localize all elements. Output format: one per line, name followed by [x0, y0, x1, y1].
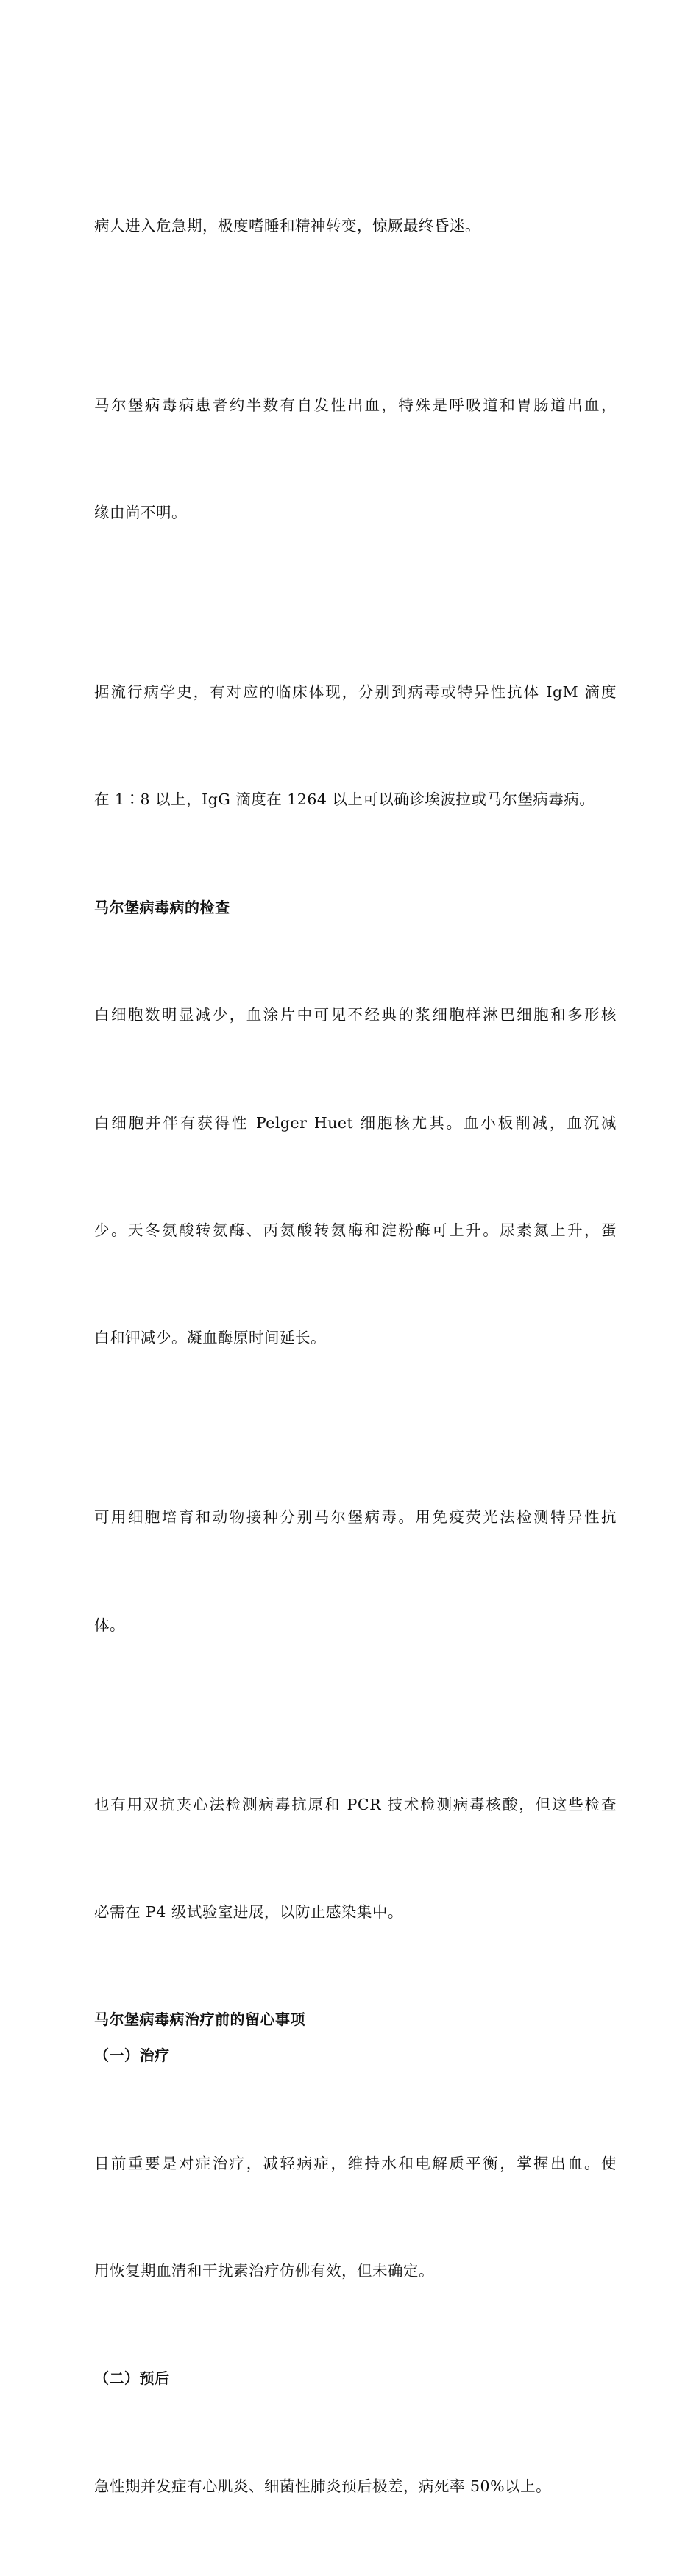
text-line: 必需在 P4 级试验室进展，以防止感染集中。	[94, 1903, 403, 1922]
paragraph-blood-tests	[94, 926, 617, 1428]
text-line: 急性期并发症有心肌炎、细菌性肺炎预后极差，病死率 50%以上。	[94, 2477, 552, 2495]
text-line: 用恢复期血清和干扰素治疗仿佛有效，但未确定。	[94, 2262, 434, 2280]
heading-text: （一）治疗	[94, 2047, 170, 2065]
text-line: 体。	[94, 1616, 125, 1634]
text-line: 马尔堡病毒病患者约半数有自发性出血，特殊是呼吸道和胃肠道出血，	[94, 396, 617, 414]
paragraph-treatment	[94, 2074, 617, 2361]
paragraph-virus-isolation	[94, 1428, 617, 1715]
text-line: 据流行病学史，有对应的临床体现，分别到病毒或特异性抗体 IgM 滴度	[94, 682, 617, 701]
section-heading-examination	[94, 890, 617, 926]
text-line: 在 1∶8 以上，IgG 滴度在 1264 以上可以确诊埃波拉或马尔堡病毒病。	[94, 791, 595, 809]
text-line: 也有用双抗夹心法检测病毒抗原和 PCR 技术检测病毒核酸，但这些检查	[94, 1795, 617, 1813]
paragraph-prognosis	[94, 2397, 617, 2576]
text-line: 白细胞并伴有获得性 Pelger Huet 细胞核尤其。血小板削减，血沉减	[94, 1113, 617, 1132]
paragraph-diagnosis	[94, 602, 617, 889]
subheading-prognosis	[94, 2361, 617, 2397]
paragraph-bleeding	[94, 315, 617, 602]
text-line: 缘由尚不明。	[94, 503, 187, 521]
section-heading-treatment-notes	[94, 2002, 617, 2038]
paragraph-critical-stage	[94, 136, 617, 315]
text-line: 少。天冬氨酸转氨酶、丙氨酸转氨酶和淀粉酶可上升。尿素氮上升，蛋	[94, 1221, 617, 1239]
heading-text: 马尔堡病毒病治疗前的留心事项	[94, 2011, 305, 2029]
text-line: 白细胞数明显减少，血涂片中可见不经典的浆细胞样淋巴细胞和多形核	[94, 1006, 617, 1024]
text-line: 白和钾减少。凝血酶原时间延长。	[94, 1329, 326, 1347]
text-line: 目前重要是对症治疗，减轻病症，维持水和电解质平衡，掌握出血。使	[94, 2154, 617, 2172]
subheading-treatment	[94, 2038, 617, 2074]
text-line: 病人进入危急期，极度嗜睡和精神转变，惊厥最终昏迷。	[94, 216, 480, 235]
paragraph-pcr	[94, 1715, 617, 2002]
heading-text: 马尔堡病毒病的检查	[94, 898, 230, 916]
document-body	[94, 136, 617, 2576]
text-line: 可用细胞培育和动物接种分别马尔堡病毒。用免疫荧光法检测特异性抗	[94, 1508, 617, 1527]
heading-text: （二）预后	[94, 2369, 170, 2388]
